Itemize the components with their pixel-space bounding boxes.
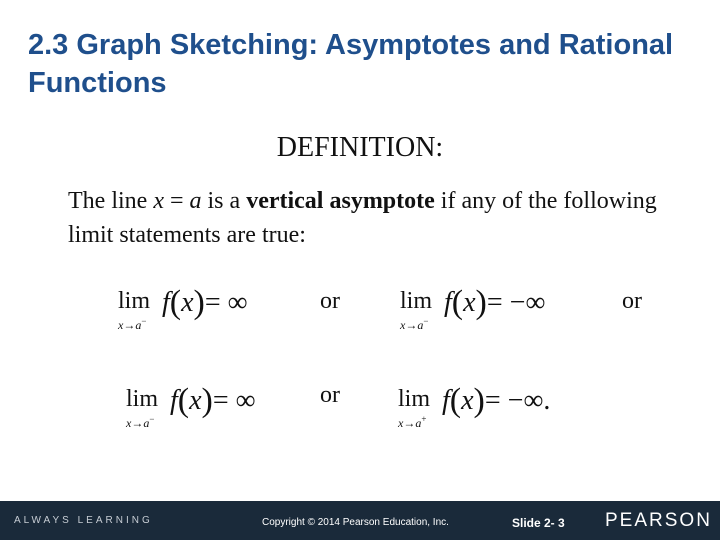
lim-word: lim [398,386,431,412]
definition-heading: DEFINITION: [276,132,444,163]
or-label-3: or [320,382,340,408]
definition-term: vertical asymptote [246,188,435,214]
definition-text [68,184,688,252]
definition-text-part2: is a [201,188,247,214]
definition-equals: = [163,188,190,214]
lim-expression: f(x)= ∞ [170,382,256,419]
definition-text-part3: if any of the following limit statements are true: [68,188,657,248]
lim-subscript: x→a+ [398,414,427,430]
always-learning-tagline: ALWAYS LEARNING [14,515,153,526]
lim-subscript: x→a− [400,316,429,332]
definition-var-x: x [153,188,164,214]
lim-subscript: x→a− [118,316,147,332]
definition-var-a: a [189,188,202,214]
pearson-logo: PEARSON [605,510,712,531]
slide-title: 2.3 Graph Sketching: Asymptotes and Rational Functions [28,29,674,99]
lim-word: lim [118,288,151,314]
slide-number: Slide 2- 3 [512,516,565,530]
or-label-1: or [320,288,340,314]
copyright-text: Copyright © 2014 Pearson Education, Inc. [262,517,449,528]
lim-expression: f(x)= −∞. [442,382,551,419]
lim-word: lim [400,288,433,314]
lim-expression: f(x)= −∞ [444,284,546,321]
lim-word: lim [126,386,159,412]
footer-bar [0,501,720,540]
lim-expression: f(x)= ∞ [162,284,248,321]
or-label-2: or [622,288,642,314]
definition-text-part1: The line [68,188,154,214]
lim-subscript: x→a− [126,414,155,430]
